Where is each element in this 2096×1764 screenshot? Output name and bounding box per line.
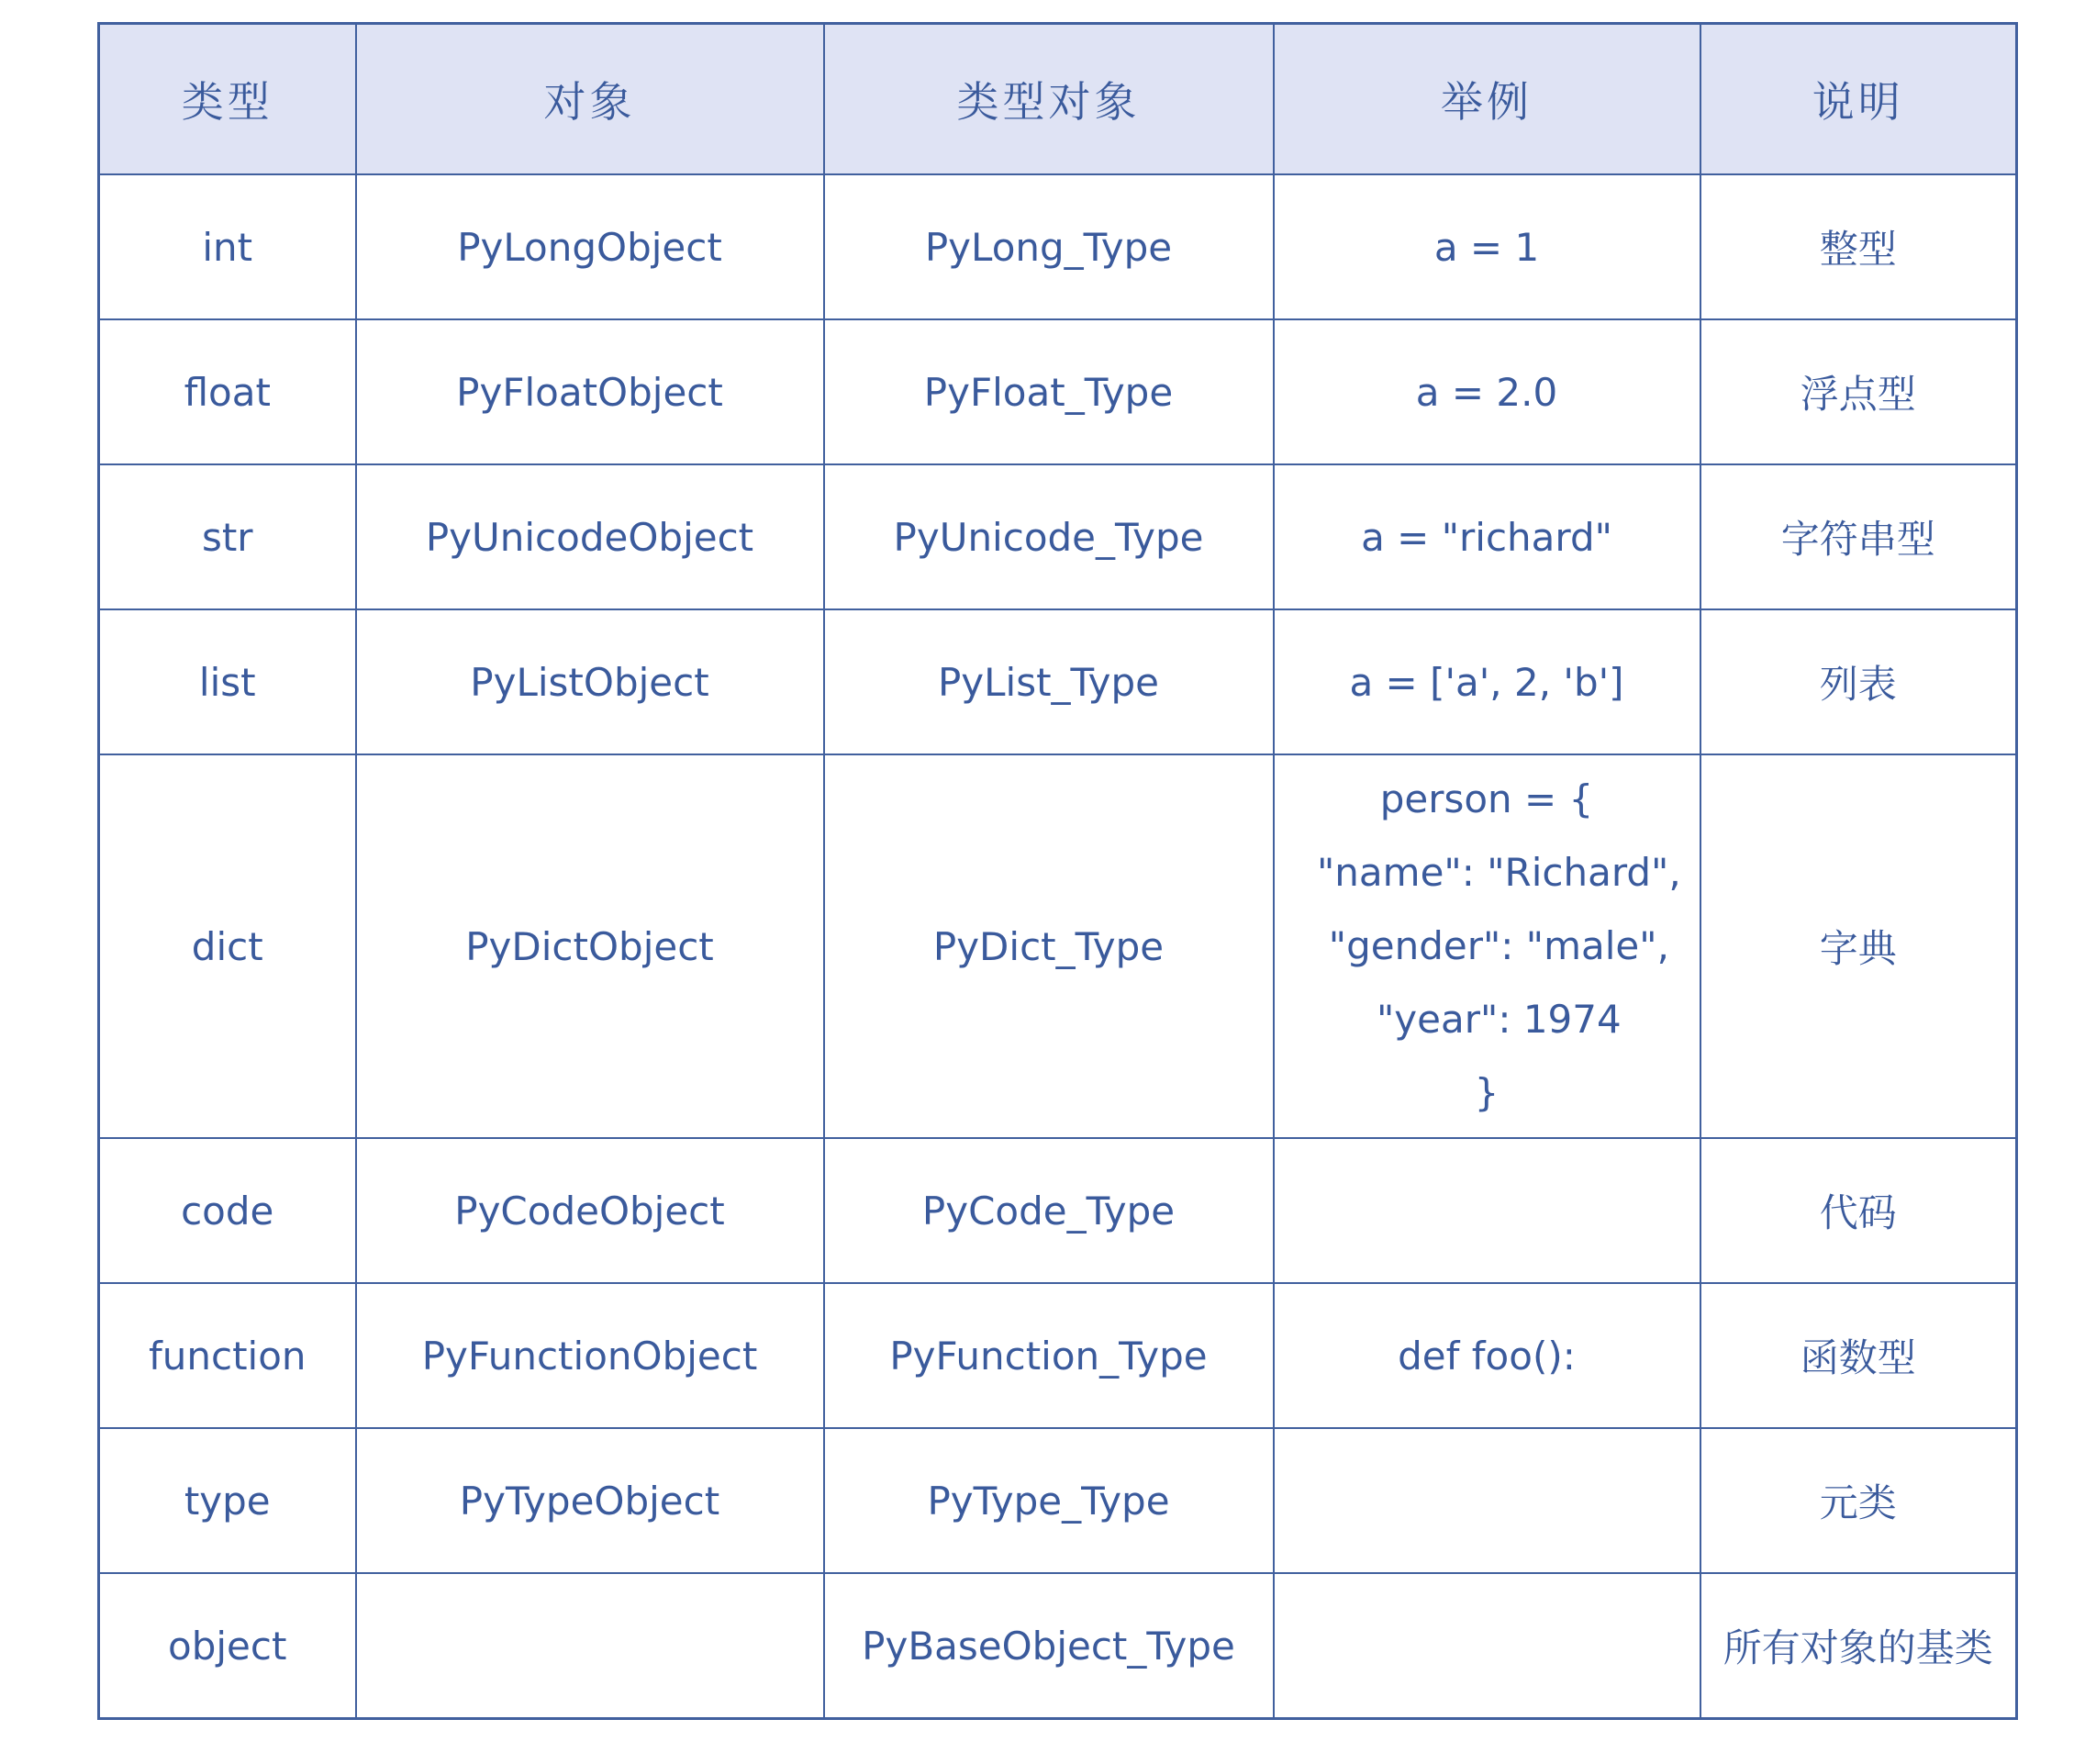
cell-type: int [99,174,356,319]
cell-type-object: PyUnicode_Type [824,464,1274,609]
cell-object [356,1573,824,1719]
cell-object: PyCodeObject [356,1138,824,1283]
cell-type: code [99,1138,356,1283]
cell-type-object: PyType_Type [824,1428,1274,1573]
table-row [99,174,2017,319]
cell-example [1274,1138,1700,1283]
cell-object: PyLongObject [356,174,824,319]
cell-description: 字典 [1700,754,2017,1138]
table-row [99,1428,2017,1573]
cell-object: PyListObject [356,609,824,754]
table-body [99,174,2017,1719]
cell-description: 字符串型 [1700,464,2017,609]
cell-example [1274,754,1700,1138]
cell-example: def foo(): [1274,1283,1700,1428]
cell-object: PyTypeObject [356,1428,824,1573]
cell-type: str [99,464,356,609]
cell-description: 整型 [1700,174,2017,319]
cell-type-object: PyLong_Type [824,174,1274,319]
table-row [99,319,2017,464]
example-line: "year": 1974 [1352,997,1622,1042]
example-line: "gender": "male", [1304,923,1669,968]
example-line: person = { [1379,776,1594,821]
header-example: 举例 [1274,24,1700,175]
cell-object: PyDictObject [356,754,824,1138]
cell-object: PyUnicodeObject [356,464,824,609]
cell-type: dict [99,754,356,1138]
cell-description: 所有对象的基类 [1700,1573,2017,1719]
header-type-object: 类型对象 [824,24,1274,175]
cell-description: 浮点型 [1700,319,2017,464]
cell-example: a = 2.0 [1274,319,1700,464]
cell-type: function [99,1283,356,1428]
cell-type-object: PyList_Type [824,609,1274,754]
cell-description: 元类 [1700,1428,2017,1573]
example-line: } [1474,1070,1500,1115]
cell-type-object: PyFloat_Type [824,319,1274,464]
cell-example: a = 1 [1274,174,1700,319]
cell-example: a = "richard" [1274,464,1700,609]
cell-example [1274,1428,1700,1573]
table-row [99,609,2017,754]
python-types-table [97,22,2018,1720]
cell-description: 代码 [1700,1138,2017,1283]
header-type: 类型 [99,24,356,175]
header-object: 对象 [356,24,824,175]
header-description: 说明 [1700,24,2017,175]
table-row [99,1573,2017,1719]
cell-type: type [99,1428,356,1573]
cell-description: 列表 [1700,609,2017,754]
table-header [99,24,2017,175]
table-row [99,464,2017,609]
cell-example [1274,1573,1700,1719]
table-row [99,1138,2017,1283]
cell-type-object: PyCode_Type [824,1138,1274,1283]
cell-type-object: PyFunction_Type [824,1283,1274,1428]
table-row [99,754,2017,1138]
cell-type-object: PyBaseObject_Type [824,1573,1274,1719]
cell-type-object: PyDict_Type [824,754,1274,1138]
cell-object: PyFloatObject [356,319,824,464]
python-types-table-container [97,22,2018,1720]
cell-type: list [99,609,356,754]
example-line: "name": "Richard", [1292,850,1681,895]
cell-type: float [99,319,356,464]
cell-type: object [99,1573,356,1719]
cell-example: a = ['a', 2, 'b'] [1274,609,1700,754]
cell-description: 函数型 [1700,1283,2017,1428]
header-row [99,24,2017,175]
table-row [99,1283,2017,1428]
cell-object: PyFunctionObject [356,1283,824,1428]
